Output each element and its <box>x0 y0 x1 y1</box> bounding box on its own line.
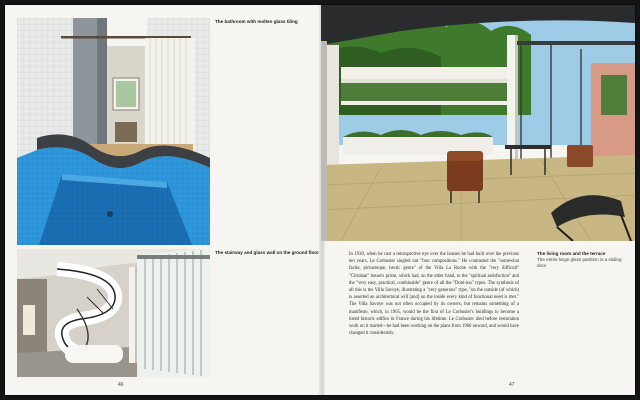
stairway-illustration <box>17 249 210 377</box>
living-room-photo <box>321 5 635 241</box>
right-page-number: 47 <box>509 382 515 388</box>
book-spread <box>5 5 635 395</box>
stairway-photo <box>17 249 210 377</box>
living-room-caption <box>537 251 629 269</box>
living-room-caption-title: The living room and the terrace <box>537 251 606 256</box>
bathroom-caption <box>215 19 315 25</box>
living-room-caption-subtitle: The entire large glass partition is a sliding door <box>537 257 622 268</box>
body-text: In 1930, when he cast a retrospective eye over the houses he had built over the previous ten years, Le Corbusier singled out "four compositions." He contrasted the "somewhat facile, picturesque, hectic genre" of the Villa La Roche with the "very difficult" "Citrohan" house's prism, which had, on the other hand, to the "spiritual satisfaction" and the "very easy, practical, combinable" genre of all the "Dom-ino" types. The synthesis of all this is the Villa Savoye, illustrating a "very generous" type, "on the outside (of which) is asserted an architectural will [and] on the inside every kind of functional need is met." The Villa Savoye was not often occupied by its owners, but remains something of a manifesto, which, in 1965, would be the first of Le Corbusier's buildings to become a listed historic edifice in France during his lifetime. Le Corbusier died before restoration work on it started—he had been working on the plans from 1960 onward, and would have changed it considerably. <box>349 252 519 337</box>
stairway-caption <box>215 250 319 256</box>
left-page-number: 46 <box>118 382 124 388</box>
bathroom-illustration <box>17 18 210 245</box>
living-room-illustration <box>321 5 635 241</box>
stairway-caption-title: The stairway and glass wall on the ground floor <box>215 250 319 255</box>
bathroom-caption-title: The bathroom with molten glass tiling <box>215 19 298 24</box>
bathroom-photo <box>17 18 210 245</box>
